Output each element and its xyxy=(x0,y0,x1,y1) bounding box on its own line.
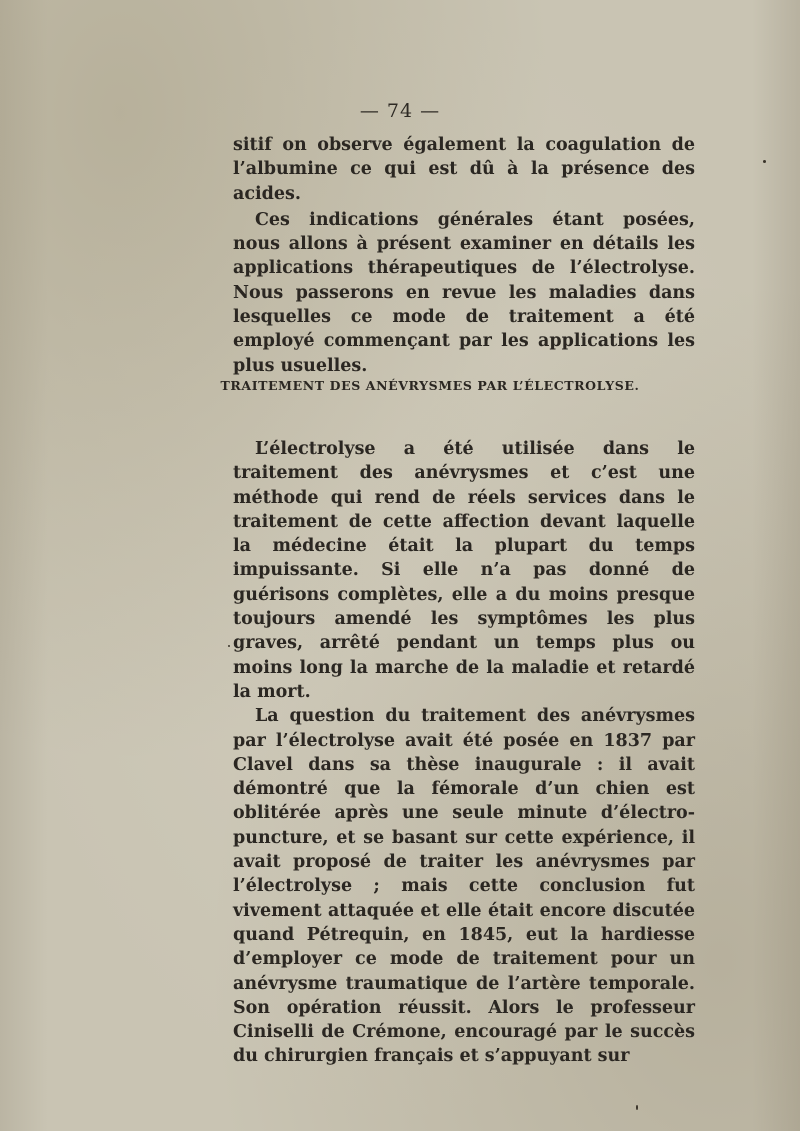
paper-speck xyxy=(763,160,766,163)
text-block-aneurysms xyxy=(233,437,695,1069)
paragraph-electrolysis-use: L’électrolyse a été utilisée dans le traitement des anévrysmes et c’est une méthode qui rend de réels services dans le traitement de cette affection devant laquelle la médecine était la plupart du temps impuissante. Si elle n’a pas donné de guérisons complètes, elle a du moins presque toujours amendé les symptômes les plus graves, arrêté pendant un temps plus ou moins long la marche de la maladie et retardé la mort. xyxy=(233,439,695,702)
paper-speck xyxy=(228,645,230,647)
section-heading: TRAITEMENT DES ANÉVRYSMES PAR L’ÉLECTROLYSE. xyxy=(220,378,640,393)
paper-speck xyxy=(636,1105,638,1110)
paragraph-indications: Ces indications générales étant posées, nous allons à présent examiner en détails les applications thérapeutiques de l’électrolyse. Nous passerons en revue les maladies dans lesquelles ce mode de traitement a été employé commençant par les applications les plus usuelles. xyxy=(233,209,695,376)
paragraph-continuation: sitif on observe également la coagulation de l’albumine ce qui est dû à la présence des acides. xyxy=(233,135,695,204)
page-number: — 74 — xyxy=(359,100,441,122)
text-block-intro xyxy=(233,133,695,378)
paragraph-history: La question du traitement des anévrysmes par l’électrolyse avait été posée en 1837 par Clavel dans sa thèse inaugurale : il avait démontré que la fémorale d’un chien est oblitérée après une seule minute d’électro-puncture, et se basant sur cette expérience, il avait proposé de traiter les anévrysmes par l’électrolyse ; mais cette conclusion fut vivement attaquée et elle était encore discutée quand Pétrequin, en 1845, eut la hardiesse d’employer ce mode de traitement pour un anévrysme traumatique de l’artère temporale. Son opération réussit. Alors le professeur Ciniselli de Crémone, encouragé par le succès du chirurgien français et s’appuyant sur xyxy=(233,706,695,1067)
